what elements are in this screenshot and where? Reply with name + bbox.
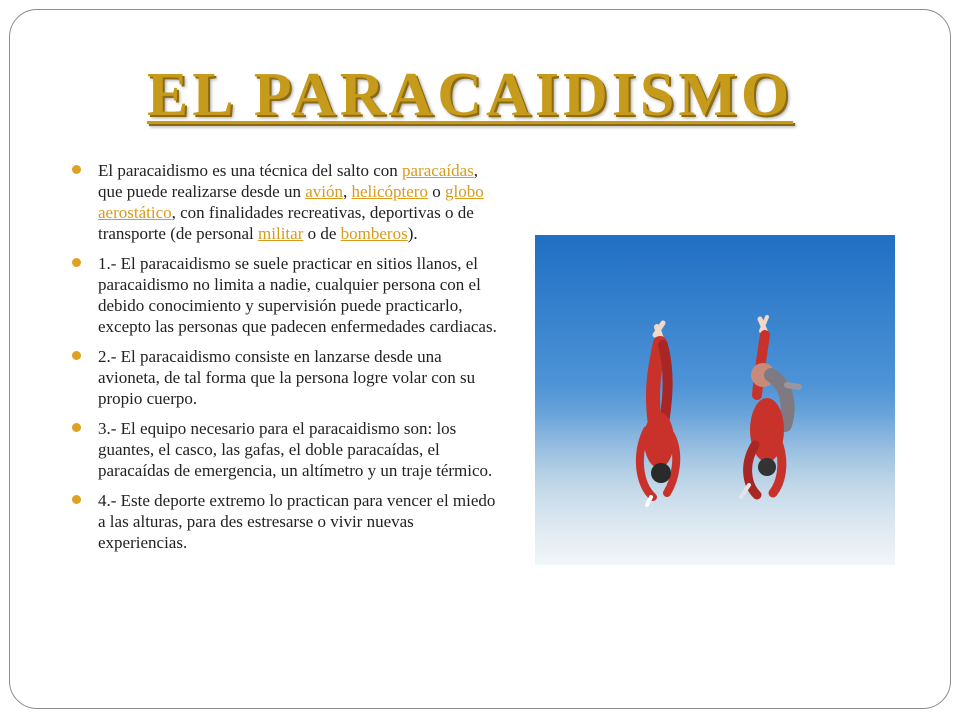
bullet-text: o de	[303, 224, 341, 243]
bullet-text: o	[427, 182, 445, 201]
bullet-item	[70, 160, 500, 244]
bullet-item	[70, 490, 500, 553]
bullet-item	[70, 253, 500, 337]
bullet-dot-icon	[72, 258, 81, 267]
bullet-dot-icon	[72, 165, 81, 174]
link-paracaídas[interactable]: paracaídas	[402, 161, 474, 180]
bullet-text: 3.- El equipo necesario para el paracaidismo son: los guantes, el casco, las gafas, el doble paracaídas, el paracaídas de emergencia, un altímetro y un traje térmico.	[98, 419, 493, 480]
skydivers-image	[535, 235, 895, 565]
slide-title: EL PARACAIDISMO	[146, 61, 794, 129]
slide-frame	[9, 9, 951, 709]
bullet-dot-icon	[72, 351, 81, 360]
bullet-text: , que puede realizarse desde un	[98, 161, 478, 201]
link-bomberos[interactable]: bomberos	[340, 224, 408, 243]
bullet-item	[70, 346, 500, 409]
bullet-list	[70, 160, 500, 562]
bullet-item	[70, 418, 500, 481]
link-avión[interactable]: avión	[305, 182, 343, 201]
link-helicóptero[interactable]: helicóptero	[351, 182, 428, 201]
bullet-text: , con finalidades recreativas, deportivas o de transporte (de personal	[98, 203, 474, 243]
bullet-dot-icon	[72, 423, 81, 432]
bullet-text: El paracaidismo es una técnica del salto con	[98, 161, 402, 180]
bullet-dot-icon	[72, 495, 81, 504]
bullet-text: 1.- El paracaidismo se suele practicar en sitios llanos, el paracaidismo no limita a nadie, cualquier persona con el debido conocimiento y supervisión puede practicarlo, excepto las personas que padecen enfermedades cardiacas.	[98, 254, 497, 336]
bullet-text: ,	[343, 182, 352, 201]
bullet-text: ).	[407, 224, 418, 243]
skydivers-photo	[535, 235, 895, 565]
link-militar[interactable]: militar	[258, 224, 304, 243]
bullet-text: 2.- El paracaidismo consiste en lanzarse desde una avioneta, de tal forma que la persona logre volar con su propio cuerpo.	[98, 347, 476, 408]
link-globo-aerostático[interactable]: globo aerostático	[98, 182, 484, 222]
bullet-text: 4.- Este deporte extremo lo practican para vencer el miedo a las alturas, para des estresarse o vivir nuevas experiencias.	[98, 491, 496, 552]
